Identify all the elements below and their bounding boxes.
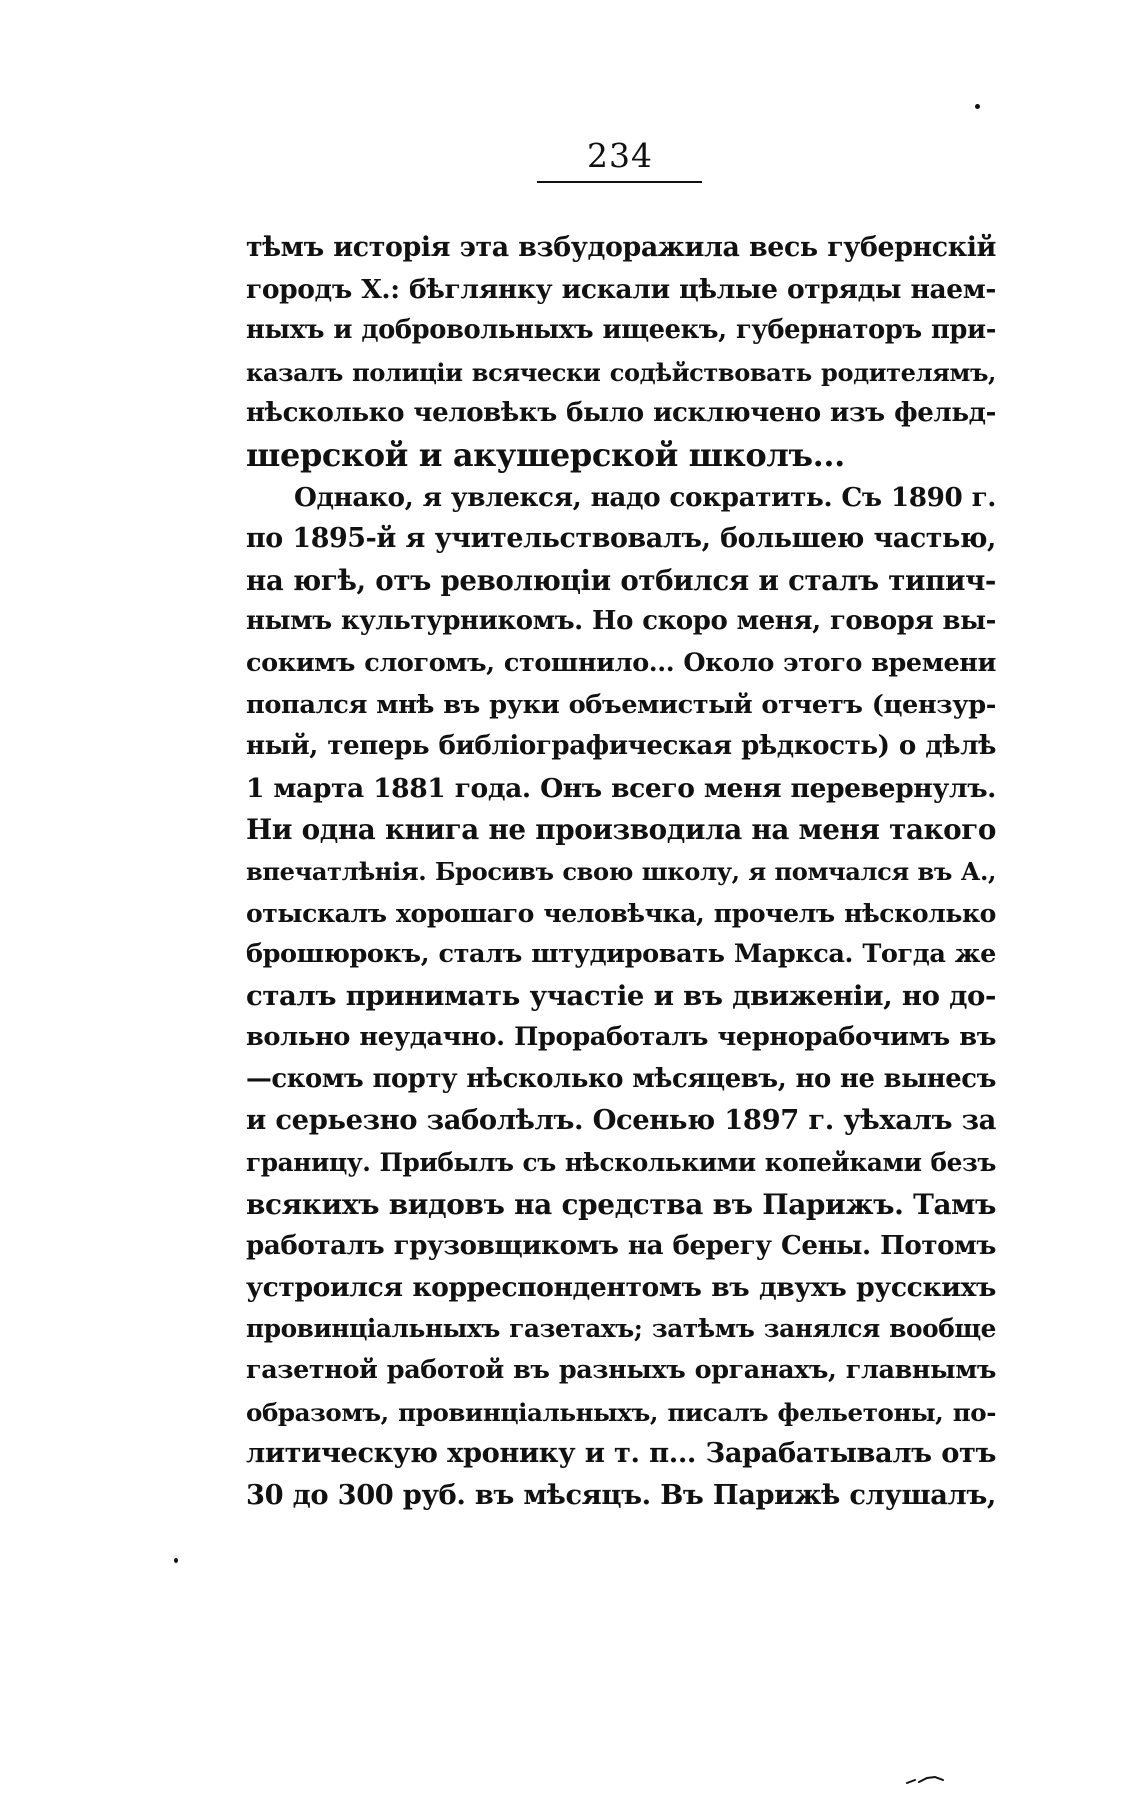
text-line: ный, теперь библіографическая рѣдкость) о дѣлѣ [246, 731, 996, 762]
text-line: границу. Прибылъ съ нѣсколькими копейками безъ [246, 1148, 996, 1178]
text-line: отыскалъ хорошаго человѣчка, прочелъ нѣсколько [246, 897, 996, 928]
text-line: городъ X.: бѣглянку искали цѣлые отряды наем- [246, 273, 996, 305]
ink-speck [975, 104, 980, 109]
text-line: работалъ грузовщикомъ на берегу Сены. Потомъ [246, 1230, 996, 1262]
text-line: всякихъ видовъ на средства въ Парижъ. Тамъ [246, 1187, 996, 1221]
text-line: нымъ культурникомъ. Но скоро меня, говоря вы- [246, 606, 996, 637]
paragraph-first-line: Однако, я увлекся, надо сократить. Съ 1890 г. [294, 481, 996, 513]
text-line: на югѣ, отъ революціи отбился и сталъ типич- [246, 563, 996, 597]
text-line: казалъ полиціи всячески содѣйствовать родителямъ, [246, 357, 996, 387]
text-line: тѣмъ исторія эта взбудоражила весь губернскій [246, 232, 996, 263]
text-line: устроился корреспондентомъ въ двухъ русскихъ [246, 1271, 996, 1303]
text-line: впечатлѣнія. Бросивъ свою школу, я помчался въ А., [246, 856, 996, 886]
text-line: сталъ принимать участіе и въ движеніи, но до- [246, 979, 996, 1012]
text-line: вольно неудачно. Проработалъ чернорабочимъ въ [246, 1022, 996, 1053]
text-line: —скомъ порту нѣсколько мѣсяцевъ, но не вынесъ [246, 1063, 996, 1094]
text-line: ныхъ и добровольныхъ ищеекъ, губернаторъ при- [246, 315, 996, 346]
text-line: литическую хронику и т. п... Зарабатывалъ отъ [246, 1437, 996, 1470]
text-line: и серьезно заболѣлъ. Осенью 1897 г. уѣхалъ за [246, 1104, 996, 1137]
printer-mark [905, 1774, 975, 1786]
text-line: попался мнѣ въ руки объемистый отчетъ (цензур- [246, 689, 996, 720]
body-text [246, 227, 996, 1516]
text-line: провинціальныхъ газетахъ; затѣмъ занялся вообще [246, 1314, 996, 1344]
text-line: сокимъ слогомъ, стошнило... Около этого времени [246, 647, 996, 678]
text-line: шерской и акушерской школъ... [246, 435, 845, 474]
text-line: нѣсколько человѣкъ было исключено изъ фельд- [246, 398, 996, 429]
text-line: газетной работой въ разныхъ органахъ, главнымъ [246, 1355, 996, 1386]
text-line: образомъ, провинціальныхъ, писалъ фельетоны, по- [246, 1397, 996, 1427]
text-line: брошюрокъ, сталъ штудировать Маркса. Тогда же [246, 939, 996, 970]
text-line: Ни одна книга не производила на меня такого [246, 813, 996, 847]
text-line: по 1895-й я учительствовалъ, большею частью, [246, 523, 996, 555]
ink-speck [174, 1558, 178, 1563]
text-line: 1 марта 1881 года. Онъ всего меня перевернулъ. [246, 772, 996, 804]
page-number: 234 [587, 136, 653, 175]
page-number-rule [537, 181, 702, 183]
text-line: 30 до 300 руб. въ мѣсяцъ. Въ Парижѣ слушалъ, [246, 1478, 996, 1511]
